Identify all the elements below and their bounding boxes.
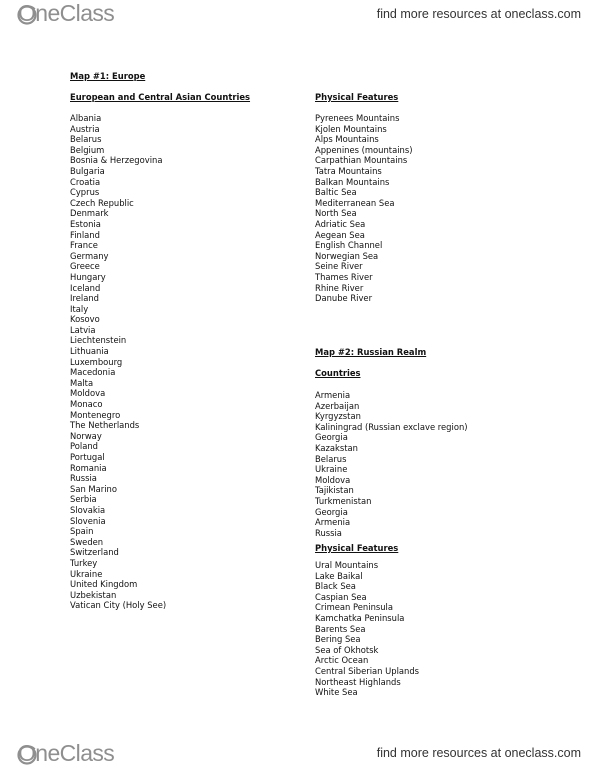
list-item: Tajikistan xyxy=(315,485,354,496)
list-item: Latvia xyxy=(70,324,96,335)
list-item: Norwegian Sea xyxy=(315,250,379,261)
list-item: Seine River xyxy=(315,261,363,272)
list-item: Georgia xyxy=(315,506,348,517)
list-item: Bulgaria xyxy=(70,165,105,176)
list-item: Caspian Sea xyxy=(315,591,367,602)
map2-title: Map #2: Russian Realm xyxy=(315,347,427,357)
list-item: White Sea xyxy=(315,687,358,698)
brand-text: OneClass xyxy=(18,740,115,766)
list-item: Arctic Ocean xyxy=(315,655,369,666)
list-item: Iceland xyxy=(70,282,101,293)
list-item: Bering Sea xyxy=(315,634,361,645)
list-item: Norway xyxy=(70,430,102,441)
list-item: Georgia xyxy=(315,432,348,443)
list-item: Slovenia xyxy=(70,515,106,526)
list-item: Danube River xyxy=(315,293,373,304)
list-item: Sweden xyxy=(70,536,104,547)
list-item: Rhine River xyxy=(315,282,364,293)
list-item: Czech Republic xyxy=(70,197,134,208)
list-item: Ural Mountains xyxy=(315,560,379,570)
list-item: Turkey xyxy=(70,557,98,568)
list-item: Balkan Mountains xyxy=(315,176,390,187)
list-item: Cyprus xyxy=(70,187,100,198)
list-item: Romania xyxy=(70,462,107,473)
list-item: Vatican City (Holy See) xyxy=(70,600,167,611)
list-item: Malta xyxy=(70,377,94,388)
map1-title: Map #1: Europe xyxy=(70,71,146,81)
list-item: Serbia xyxy=(70,494,97,505)
list-item: Germany xyxy=(70,250,109,261)
list-item: Belarus xyxy=(315,453,347,464)
list-item: Russia xyxy=(315,527,342,538)
list-item: Armenia xyxy=(315,517,351,528)
map2-physical-heading: Physical Features xyxy=(315,543,399,553)
list-item: Kazakstan xyxy=(315,442,358,453)
list-item: Finland xyxy=(70,229,100,240)
list-item: Bosnia & Herzegovina xyxy=(70,155,163,166)
list-item: Northeast Highlands xyxy=(315,676,401,687)
list-item: Poland xyxy=(70,441,98,452)
list-item: Thames River xyxy=(315,271,373,282)
list-item: France xyxy=(70,240,98,251)
list-item: Central Siberian Uplands xyxy=(315,665,420,676)
list-item: Lake Baikal xyxy=(315,570,363,581)
list-item: Turkmenistan xyxy=(315,495,372,506)
list-item: Greece xyxy=(70,261,100,272)
list-item: Kamchatka Peninsula xyxy=(315,612,405,623)
map2-countries-list xyxy=(315,390,468,538)
oneclass-logo[interactable] xyxy=(16,0,114,27)
list-item: Alps Mountains xyxy=(315,134,379,145)
list-item: Spain xyxy=(70,526,94,537)
list-item: Luxembourg xyxy=(70,356,123,367)
brand-text: OneClass xyxy=(18,0,115,26)
list-item: The Netherlands xyxy=(70,420,140,431)
list-item: Slovakia xyxy=(70,504,106,515)
list-item: Kyrgyzstan xyxy=(315,411,361,422)
list-item: Ukraine xyxy=(70,568,103,579)
map1-physical-list xyxy=(315,113,412,304)
list-item: Italy xyxy=(70,303,89,314)
list-item: Uzbekistan xyxy=(70,589,117,600)
list-item: Carpathian Mountains xyxy=(315,155,408,166)
list-item: Macedonia xyxy=(70,367,116,378)
list-item: Moldova xyxy=(70,388,106,399)
list-item: English Channel xyxy=(315,240,383,251)
footer-tagline[interactable]: find more resources at oneclass.com xyxy=(376,746,581,760)
list-item: Belgium xyxy=(70,144,105,155)
list-item: Denmark xyxy=(70,208,109,219)
list-item: Albania xyxy=(70,113,102,123)
list-item: Austria xyxy=(70,123,100,134)
list-item: Estonia xyxy=(70,218,101,229)
list-item: Russia xyxy=(70,473,97,484)
list-item: Moldova xyxy=(315,474,351,485)
map1-physical-heading: Physical Features xyxy=(315,92,399,102)
list-item: San Marino xyxy=(70,483,117,494)
list-item: Kjolen Mountains xyxy=(315,123,387,134)
list-item: North Sea xyxy=(315,208,357,219)
list-item: Baltic Sea xyxy=(315,187,357,198)
list-item: Croatia xyxy=(70,176,101,187)
list-item: Hungary xyxy=(70,271,106,282)
list-item: Black Sea xyxy=(315,581,356,592)
header-tagline[interactable]: find more resources at oneclass.com xyxy=(376,7,581,21)
oneclass-logo-footer[interactable] xyxy=(16,740,114,767)
list-item: United Kingdom xyxy=(70,579,138,590)
list-item: Pyrenees Mountains xyxy=(315,113,400,123)
list-item: Ukraine xyxy=(315,464,348,475)
list-item: Montenegro xyxy=(70,409,121,420)
list-item: Ireland xyxy=(70,293,99,304)
list-item: Aegean Sea xyxy=(315,229,365,240)
list-item: Tatra Mountains xyxy=(315,165,382,176)
list-item: Liechtenstein xyxy=(70,335,127,346)
list-item: Appenines (mountains) xyxy=(315,144,413,155)
map1-countries-heading: European and Central Asian Countries xyxy=(70,92,251,102)
list-item: Switzerland xyxy=(70,547,119,558)
list-item: Lithuania xyxy=(70,346,109,357)
map1-countries-list xyxy=(70,113,166,611)
list-item: Mediterranean Sea xyxy=(315,197,395,208)
list-item: Monaco xyxy=(70,399,103,410)
list-item: Sea of Okhotsk xyxy=(315,644,379,655)
list-item: Portugal xyxy=(70,452,105,462)
map2-physical-list xyxy=(315,560,419,698)
list-item: Kosovo xyxy=(70,314,100,325)
list-item: Belarus xyxy=(70,134,102,145)
list-item: Armenia xyxy=(315,390,351,400)
list-item: Crimean Peninsula xyxy=(315,602,394,613)
list-item: Azerbaijan xyxy=(315,400,360,411)
list-item: Barents Sea xyxy=(315,623,366,634)
list-item: Kaliningrad (Russian exclave region) xyxy=(315,421,468,432)
map2-countries-heading: Countries xyxy=(315,368,361,378)
list-item: Adriatic Sea xyxy=(315,218,366,229)
